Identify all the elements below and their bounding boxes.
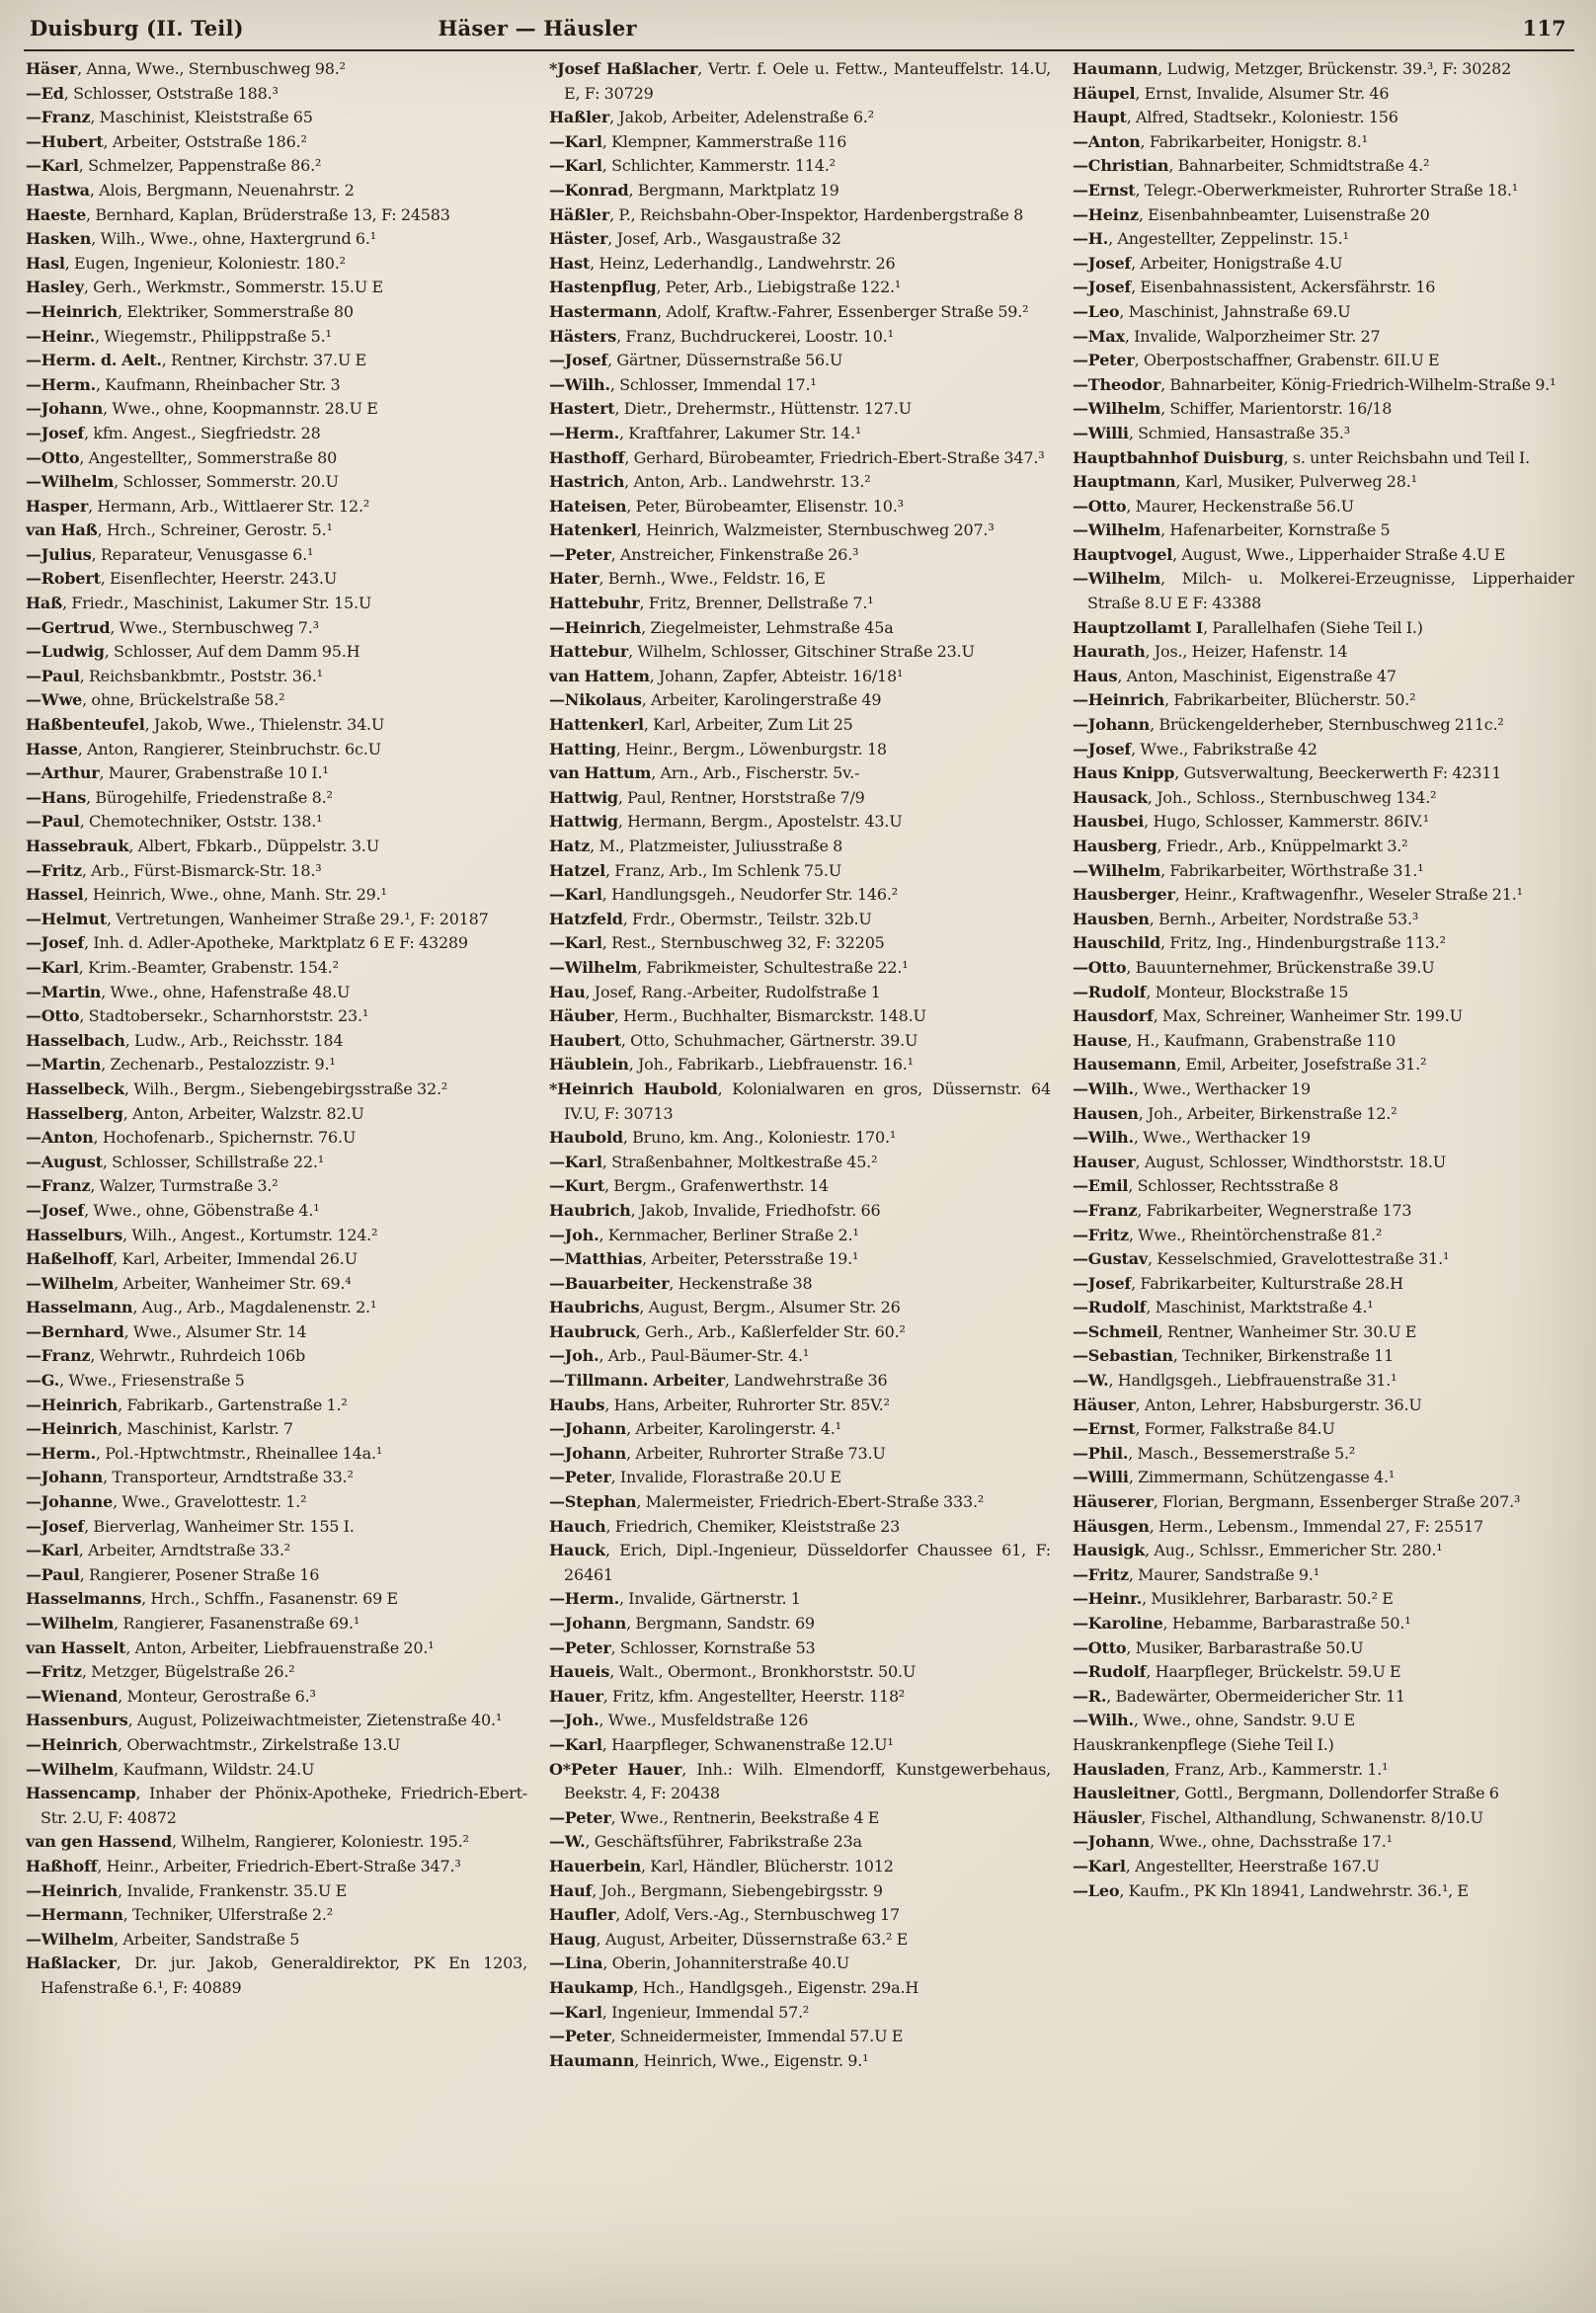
directory-entry: —Hans, Bürogehilfe, Friedenstraße 8.² [26, 787, 333, 807]
directory-entry: —Josef, Fabrikarbeiter, Kulturstraße 28.H [1073, 1273, 1403, 1293]
directory-entry: Hausberg, Friedr., Arb., Knüppelmarkt 3.² [1073, 837, 1408, 855]
directory-entry: Hasselmann, Aug., Arb., Magdalenenstr. 2.¹ [26, 1298, 377, 1317]
directory-entry: —Tillmann. Arbeiter, Landwehrstraße 36 [549, 1371, 888, 1391]
directory-entry: Hausben, Bernh., Arbeiter, Nordstraße 53.³ [1073, 909, 1419, 928]
directory-entry: —Ed, Schlosser, Oststraße 188.³ [26, 83, 279, 103]
directory-entry: Häuber, Herm., Buchhalter, Bismarckstr. 148.U [549, 1006, 926, 1026]
directory-entry: Hater, Bernh., Wwe., Feldstr. 16, E [549, 569, 826, 589]
directory-entry: —Karl, Krim.-Beamter, Grabenstr. 154.² [26, 957, 339, 977]
directory-entry: Haubs, Hans, Arbeiter, Ruhrorter Str. 85V.² [549, 1395, 890, 1414]
directory-entry: Hasse, Anton, Rangierer, Steinbruchstr. 6c.U [26, 739, 381, 758]
directory-entry: Haupt, Alfred, Stadtsekr., Koloniestr. 156 [1073, 108, 1398, 127]
directory-entry: —Herm., Kaufmann, Rheinbacher Str. 3 [26, 374, 341, 394]
directory-entry: Hauf, Joh., Bergmann, Siebengebirgsstr. 9 [549, 1880, 883, 1900]
directory-entry: —Herm., Pol.-Hptwchtmstr., Rheinallee 14a.¹ [26, 1443, 383, 1463]
directory-entry: Hasper, Hermann, Arb., Wittlaerer Str. 12.² [26, 496, 370, 516]
directory-entry: —R., Badewärter, Obermeidericher Str. 11 [1073, 1686, 1405, 1706]
directory-entry: Hauser, August, Schlosser, Windthorststr. 18.U [1073, 1152, 1446, 1171]
directory-entry: —Fritz, Arb., Fürst-Bismarck-Str. 18.³ [26, 860, 322, 880]
directory-entry: Hasselbeck, Wilh., Bergm., Siebengebirgsstraße 32.² [26, 1078, 448, 1098]
directory-entry: —Wilhelm, Schiffer, Marientorstr. 16/18 [1073, 399, 1393, 419]
directory-entry: Haumann, Ludwig, Metzger, Brückenstr. 39.³, F: 30282 [1073, 59, 1512, 78]
directory-entry: —Max, Invalide, Walporzheimer Str. 27 [1073, 326, 1381, 346]
directory-entry: —Leo, Kaufm., PK Kln 18941, Landwehrstr. 36.¹, E [1073, 1880, 1469, 1900]
directory-entry: —Paul, Rangierer, Posener Straße 16 [26, 1564, 320, 1584]
directory-entry: —Johann, Arbeiter, Ruhrorter Straße 73.U [549, 1443, 886, 1463]
directory-entry: Hausberger, Heinr., Kraftwagenfhr., Weseler Straße 21.¹ [1073, 885, 1523, 905]
directory-entry: van Haß, Hrch., Schreiner, Gerostr. 5.¹ [26, 520, 333, 540]
directory-entry: Hattebuhr, Fritz, Brenner, Dellstraße 7.¹ [549, 594, 874, 613]
directory-entry: —Karl, Handlungsgeh., Neudorfer Str. 146.² [549, 885, 898, 905]
directory-entry: —Lina, Oberin, Johanniterstraße 40.U [549, 1954, 850, 1973]
directory-entry: —Wienand, Monteur, Gerostraße 6.³ [26, 1686, 316, 1706]
directory-entry: Hausen, Joh., Arbeiter, Birkenstraße 12.² [1073, 1103, 1397, 1123]
directory-entry: —Franz, Maschinist, Kleiststraße 65 [26, 108, 313, 127]
directory-entry: —Martin, Wwe., ohne, Hafenstraße 48.U [26, 982, 351, 1001]
directory-entry: Haßlacker, Dr. jur. Jakob, Generaldirektor, PK En 1203, Hafenstraße 6.¹, F: 40889 [26, 1954, 527, 1997]
directory-entry: Hassebrauk, Albert, Fbkarb., Düppelstr. 3.U [26, 837, 379, 855]
directory-entry: —Johann, Arbeiter, Karolingerstr. 4.¹ [549, 1419, 841, 1439]
directory-entry: —Heinrich, Maschinist, Karlstr. 7 [26, 1419, 293, 1439]
directory-entry: —Phil., Masch., Bessemerstraße 5.² [1073, 1443, 1356, 1463]
directory-entry: —Josef, Inh. d. Adler-Apotheke, Marktplatz 6 E F: 43289 [26, 933, 468, 953]
directory-entry: —Otto, Musiker, Barbarastraße 50.U [1073, 1637, 1364, 1657]
directory-entry: —Heinrich, Ziegelmeister, Lehmstraße 45a [549, 617, 894, 637]
directory-entry: —Joh., Arb., Paul-Bäumer-Str. 4.¹ [549, 1346, 810, 1366]
directory-entry: —Stephan, Malermeister, Friedrich-Ebert-Straße 333.² [549, 1492, 985, 1512]
directory-entry: Haubruck, Gerh., Arb., Kaßlerfelder Str. 60.² [549, 1321, 906, 1341]
directory-entry: Hassel, Heinrich, Wwe., ohne, Manh. Str. 29.¹ [26, 885, 387, 905]
directory-entry: —Anton, Fabrikarbeiter, Honigstr. 8.¹ [1073, 131, 1368, 151]
directory-entry: Häster, Josef, Arb., Wasgaustraße 32 [549, 229, 841, 249]
directory-entry: —Rudolf, Maschinist, Marktstraße 4.¹ [1073, 1298, 1374, 1317]
directory-entry: —Christian, Bahnarbeiter, Schmidtstraße 4.² [1073, 156, 1430, 176]
directory-entry: —Franz, Wehrwtr., Ruhrdeich 106b [26, 1346, 305, 1366]
directory-entry: —Josef, Wwe., Fabrikstraße 42 [1073, 739, 1317, 758]
directory-entry: —Johanne, Wwe., Gravelottestr. 1.² [26, 1492, 307, 1512]
directory-entry: —Gertrud, Wwe., Sternbuschweg 7.³ [26, 617, 319, 637]
directory-entry: —Karl, Klempner, Kammerstraße 116 [549, 131, 847, 151]
directory-entry: —Konrad, Bergmann, Marktplatz 19 [549, 180, 839, 199]
directory-entry: Häuserer, Florian, Bergmann, Essenberger Straße 207.³ [1073, 1492, 1521, 1512]
directory-entry: —Martin, Zechenarb., Pestalozzistr. 9.¹ [26, 1055, 336, 1075]
directory-entry: Hauskrankenpflege (Siehe Teil I.) [1073, 1734, 1334, 1754]
directory-entry: —Peter, Wwe., Rentnerin, Beekstraße 4 E [549, 1807, 880, 1827]
directory-entry: Hausleitner, Gottl., Bergmann, Dollendorfer Straße 6 [1073, 1784, 1499, 1803]
directory-entry: —Heinrich, Fabrikarbeiter, Blücherstr. 50.² [1073, 690, 1416, 710]
directory-entry: —Hubert, Arbeiter, Oststraße 186.² [26, 131, 307, 151]
directory-entry: Hasselburs, Wilh., Angest., Kortumstr. 124.² [26, 1225, 378, 1244]
directory-entry: Hasselberg, Anton, Arbeiter, Walzstr. 82.U [26, 1103, 364, 1123]
directory-entry: —Hermann, Techniker, Ulferstraße 2.² [26, 1905, 333, 1925]
directory-entry: Hastermann, Adolf, Kraftw.-Fahrer, Essenberger Straße 59.² [549, 301, 1029, 321]
directory-entry: —Ernst, Telegr.-Oberwerkmeister, Ruhrorter Straße 18.¹ [1073, 180, 1518, 199]
directory-entry: —Joh., Kernmacher, Berliner Straße 2.¹ [549, 1225, 859, 1244]
directory-entry: —Josef, kfm. Angest., Siegfriedstr. 28 [26, 423, 321, 442]
directory-entry: —Matthias, Arbeiter, Petersstraße 19.¹ [549, 1249, 859, 1269]
directory-entry: Hatting, Heinr., Bergm., Löwenburgstr. 18 [549, 739, 887, 758]
directory-entry: Hastert, Dietr., Drehermstr., Hüttenstr. 127.U [549, 399, 912, 419]
directory-entry: Hasley, Gerh., Werkmstr., Sommerstr. 15.U E [26, 278, 383, 297]
directory-entry: —Heinrich, Invalide, Frankenstr. 35.U E [26, 1880, 348, 1900]
directory-entry: —Karl, Straßenbahner, Moltkestraße 45.² [549, 1152, 878, 1171]
directory-entry: Häupel, Ernst, Invalide, Alsumer Str. 46 [1073, 83, 1390, 103]
directory-entry: —Wwe, ohne, Brückelstraße 58.² [26, 690, 285, 710]
directory-entry: —Heinrich, Oberwachtmstr., Zirkelstraße 13.U [26, 1734, 401, 1754]
directory-entry: Hauptmann, Karl, Musiker, Pulverweg 28.¹ [1073, 472, 1417, 492]
directory-entry: Hatz, M., Platzmeister, Juliusstraße 8 [549, 837, 843, 855]
directory-entry: —Wilhelm, Schlosser, Sommerstr. 20.U [26, 472, 339, 492]
directory-entry: Hastenpflug, Peter, Arb., Liebigstraße 122.¹ [549, 278, 902, 297]
directory-entry: —Peter, Schneidermeister, Immendal 57.U E [549, 2027, 904, 2046]
directory-entry: Haßhoff, Heinr., Arbeiter, Friedrich-Ebert-Straße 347.³ [26, 1856, 461, 1875]
directory-entry: —Paul, Chemotechniker, Oststr. 138.¹ [26, 812, 323, 832]
directory-entry: Hast, Heinz, Lederhandlg., Landwehrstr. 26 [549, 253, 896, 273]
directory-entry: —Joh., Wwe., Musfeldstraße 126 [549, 1711, 809, 1730]
directory-entry: —Otto, Maurer, Heckenstraße 56.U [1073, 496, 1354, 516]
directory-entry: —Paul, Reichsbankbmtr., Poststr. 36.¹ [26, 666, 323, 685]
directory-entry: —Johann, Brückengelderheber, Sternbuschweg 211c.² [1073, 715, 1504, 735]
directory-entry: —Franz, Fabrikarbeiter, Wegnerstraße 173 [1073, 1200, 1412, 1220]
directory-entry: —Wilhelm, Arbeiter, Wanheimer Str. 69.⁴ [26, 1273, 352, 1293]
column-3 [1073, 57, 1574, 2305]
directory-entry: *Heinrich Haubold, Kolonialwaren en gros, Düssernstr. 64 IV.U, F: 30713 [549, 1078, 1051, 1123]
directory-entry: Haumann, Heinrich, Wwe., Eigenstr. 9.¹ [549, 2050, 869, 2070]
directory-entry: Haeste, Bernhard, Kaplan, Brüderstraße 13, F: 24583 [26, 204, 450, 224]
directory-entry: —Helmut, Vertretungen, Wanheimer Straße 29.¹, F: 20187 [26, 909, 489, 928]
directory-entry: —Johann, Bergmann, Sandstr. 69 [549, 1614, 815, 1633]
directory-entry: Hausladen, Franz, Arb., Kammerstr. 1.¹ [1073, 1759, 1389, 1779]
directory-entry: —Robert, Eisenflechter, Heerstr. 243.U [26, 569, 338, 589]
directory-entry: —Karoline, Hebamme, Barbarastraße 50.¹ [1073, 1614, 1411, 1633]
directory-entry: —Wilhelm, Arbeiter, Sandstraße 5 [26, 1929, 300, 1949]
directory-entry: —Wilh., Wwe., Werthacker 19 [1073, 1078, 1311, 1098]
directory-entry: Haus Knipp, Gutsverwaltung, Beeckerwerth F: 42311 [1073, 763, 1502, 783]
directory-entry: —Ludwig, Schlosser, Auf dem Damm 95.H [26, 642, 360, 662]
directory-entry: —Leo, Maschinist, Jahnstraße 69.U [1073, 301, 1351, 321]
directory-entry: —G., Wwe., Friesenstraße 5 [26, 1371, 245, 1391]
directory-entry: —Ernst, Former, Falkstraße 84.U [1073, 1419, 1335, 1439]
directory-entry: —H., Angestellter, Zeppelinstr. 15.¹ [1073, 229, 1349, 249]
directory-entry: Häusgen, Herm., Lebensm., Immendal 27, F: 25517 [1073, 1516, 1484, 1536]
directory-entry: Haubrich, Jakob, Invalide, Friedhofstr. 66 [549, 1200, 881, 1220]
directory-entry: —Peter, Invalide, Florastraße 20.U E [549, 1468, 841, 1487]
directory-entry: —Johann, Wwe., ohne, Dachsstraße 17.¹ [1073, 1832, 1393, 1852]
directory-entry: —Fritz, Wwe., Rheintörchenstraße 81.² [1073, 1225, 1383, 1244]
header-rule [24, 49, 1574, 51]
directory-entry: —Heinz, Eisenbahnbeamter, Luisenstraße 20 [1073, 204, 1430, 224]
directory-entry: Hastwa, Alois, Bergmann, Neuenahrstr. 2 [26, 180, 355, 199]
directory-entry: van gen Hassend, Wilhelm, Rangierer, Koloniestr. 195.² [26, 1832, 469, 1852]
directory-entry: —Bernhard, Wwe., Alsumer Str. 14 [26, 1321, 307, 1341]
directory-entry: Hatzel, Franz, Arb., Im Schlenk 75.U [549, 860, 842, 880]
directory-entry: Hassenburs, August, Polizeiwachtmeister, Zietenstraße 40.¹ [26, 1711, 503, 1730]
directory-entry: —W., Handlgsgeh., Liebfrauenstraße 31.¹ [1073, 1371, 1397, 1391]
directory-entry: —August, Schlosser, Schillstraße 22.¹ [26, 1152, 324, 1171]
directory-entry: —Karl, Arbeiter, Arndtstraße 33.² [26, 1541, 290, 1560]
directory-entry: Hattwig, Paul, Rentner, Horststraße 7/9 [549, 787, 865, 807]
directory-entry: Hauptvogel, August, Wwe., Lipperhaider Straße 4.U E [1073, 544, 1506, 564]
directory-entry: Hassencamp, Inhaber der Phönix-Apotheke, Friedrich-Ebert-Str. 2.U, F: 40872 [26, 1784, 527, 1827]
directory-entry: —Heinr., Wiegemstr., Philippstraße 5.¹ [26, 326, 332, 346]
directory-entry: Hasselmanns, Hrch., Schffn., Fasanenstr. 69 E [26, 1589, 398, 1609]
directory-entry: —Herm., Invalide, Gärtnerstr. 1 [549, 1589, 801, 1609]
directory-entry: Hatenkerl, Heinrich, Walzmeister, Sternbuschweg 207.³ [549, 520, 995, 540]
directory-entry: Hateisen, Peter, Bürobeamter, Elisenstr. 10.³ [549, 496, 904, 516]
directory-entry: Hattebur, Wilhelm, Schlosser, Gitschiner Straße 23.U [549, 642, 975, 662]
directory-entry: Haß, Friedr., Maschinist, Lakumer Str. 15.U [26, 594, 372, 613]
directory-entry: —Fritz, Maurer, Sandstraße 9.¹ [1073, 1564, 1319, 1584]
directory-entry: —Fritz, Metzger, Bügelstraße 26.² [26, 1662, 295, 1682]
directory-entry: —Wilhelm, Milch- u. Molkerei-Erzeugnisse, Lipperhaider Straße 8.U E F: 43388 [1073, 569, 1574, 613]
directory-entry: —Otto, Angestellter,, Sommerstraße 80 [26, 447, 338, 467]
directory-entry: —Julius, Reparateur, Venusgasse 6.¹ [26, 544, 314, 564]
directory-entry: Häusler, Fischel, Althandlung, Schwanenstr. 8/10.U [1073, 1807, 1483, 1827]
directory-entry: Hausigk, Aug., Schlssr., Emmericher Str. 280.¹ [1073, 1541, 1443, 1560]
directory-entry: Haubrichs, August, Bergm., Alsumer Str. 26 [549, 1298, 901, 1317]
directory-entry: —Josef, Eisenbahnassistent, Ackersfährstr. 16 [1073, 278, 1436, 297]
directory-entry: —Wilh., Schlosser, Immendal 17.¹ [549, 374, 817, 394]
directory-entry: Häser, Anna, Wwe., Sternbuschweg 98.² [26, 59, 346, 78]
directory-entry: Haukamp, Hch., Handlgsgeh., Eigenstr. 29a.H [549, 1977, 919, 1997]
directory-entry: —Anton, Hochofenarb., Spichernstr. 76.U [26, 1128, 357, 1148]
directory-entry: —Karl, Haarpfleger, Schwanenstraße 12.U¹ [549, 1734, 894, 1754]
page-header [28, 16, 1572, 45]
directory-entry: —Heinrich, Elektriker, Sommerstraße 80 [26, 301, 354, 321]
directory-entry: —Franz, Walzer, Turmstraße 3.² [26, 1176, 279, 1196]
directory-entry: —Rudolf, Haarpfleger, Brückelstr. 59.U E [1073, 1662, 1401, 1682]
directory-entry: Häublein, Joh., Fabrikarb., Liebfrauenstr. 16.¹ [549, 1055, 914, 1075]
directory-entry: O*Peter Hauer, Inh.: Wilh. Elmendorff, Kunstgewerbehaus, Beekstr. 4, F: 20438 [549, 1759, 1051, 1803]
directory-entry: —Willi, Schmied, Hansastraße 35.³ [1073, 423, 1350, 442]
directory-entry: Haufler, Adolf, Vers.-Ag., Sternbuschweg 17 [549, 1905, 900, 1925]
directory-entry: Haubold, Bruno, km. Ang., Koloniestr. 170.¹ [549, 1128, 897, 1148]
header-name-range: Häser — Häusler [438, 16, 637, 40]
directory-entry: —Josef, Wwe., ohne, Göbenstraße 4.¹ [26, 1200, 320, 1220]
directory-entry: —Wilhelm, Hafenarbeiter, Kornstraße 5 [1073, 520, 1391, 540]
directory-entry: —Karl, Angestellter, Heerstraße 167.U [1073, 1856, 1380, 1875]
directory-entry: van Hattum, Arn., Arb., Fischerstr. 5v.- [549, 763, 860, 783]
directory-entry: Hausdorf, Max, Schreiner, Wanheimer Str. 199.U [1073, 1006, 1463, 1026]
header-section-label: Duisburg (II. Teil) [30, 16, 244, 40]
directory-entry: van Hattem, Johann, Zapfer, Abteistr. 16/18¹ [549, 666, 904, 685]
directory-entry: Hasl, Eugen, Ingenieur, Koloniestr. 180.² [26, 253, 346, 273]
directory-entry: —Heinr., Musiklehrer, Barbarastr. 50.² E [1073, 1589, 1394, 1609]
directory-entry: —Nikolaus, Arbeiter, Karolingerstraße 49 [549, 690, 882, 710]
directory-entry: —W., Geschäftsführer, Fabrikstraße 23a [549, 1832, 862, 1852]
directory-entry: —Johann, Transporteur, Arndtstraße 33.² [26, 1468, 354, 1487]
directory-entry: Hauck, Erich, Dipl.-Ingenieur, Düsseldorfer Chaussee 61, F: 26461 [549, 1541, 1051, 1584]
directory-entry: —Bauarbeiter, Heckenstraße 38 [549, 1273, 813, 1293]
directory-entry: Haßler, Jakob, Arbeiter, Adelenstraße 6.² [549, 108, 874, 127]
directory-entry: —Peter, Oberpostschaffner, Grabenstr. 6II.U E [1073, 351, 1440, 370]
directory-entry: Haurath, Jos., Heizer, Hafenstr. 14 [1073, 642, 1348, 662]
directory-entry: —Wilh., Wwe., ohne, Sandstr. 9.U E [1073, 1711, 1355, 1730]
directory-entry: —Wilh., Wwe., Werthacker 19 [1073, 1128, 1311, 1148]
directory-entry: —Sebastian, Techniker, Birkenstraße 11 [1073, 1346, 1395, 1366]
directory-entry: —Wilhelm, Fabrikarbeiter, Wörthstraße 31.¹ [1073, 860, 1424, 880]
column-2 [549, 57, 1051, 2305]
directory-entry: —Willi, Zimmermann, Schützengasse 4.¹ [1073, 1468, 1396, 1487]
directory-entry: —Rudolf, Monteur, Blockstraße 15 [1073, 982, 1349, 1001]
page-number: 117 [1522, 16, 1566, 40]
directory-entry: *Josef Haßlacher, Vertr. f. Oele u. Fettw., Manteuffelstr. 14.U, E, F: 30729 [549, 59, 1051, 103]
directory-entry: Hau, Josef, Rang.-Arbeiter, Rudolfstraße 1 [549, 982, 881, 1001]
directory-entry: —Theodor, Bahnarbeiter, König-Friedrich-Wilhelm-Straße 9.¹ [1073, 374, 1556, 394]
directory-entry: —Wilhelm, Fabrikmeister, Schultestraße 22.¹ [549, 957, 909, 977]
directory-entry: —Josef, Gärtner, Düssernstraße 56.U [549, 351, 843, 370]
directory-entry: Hasken, Wilh., Wwe., ohne, Haxtergrund 6.¹ [26, 229, 376, 249]
directory-entry: Haubert, Otto, Schuhmacher, Gärtnerstr. 39.U [549, 1030, 918, 1050]
directory-entry: —Herm. d. Aelt., Rentner, Kirchstr. 37.U E [26, 351, 367, 370]
directory-entry: —Karl, Rest., Sternbuschweg 32, F: 32205 [549, 933, 885, 953]
directory-entry: —Johann, Wwe., ohne, Koopmannstr. 28.U E [26, 399, 378, 419]
directory-entry: van Hasselt, Anton, Arbeiter, Liebfrauenstraße 20.¹ [26, 1637, 435, 1657]
directory-entry: Haug, August, Arbeiter, Düssernstraße 63.² E [549, 1929, 909, 1949]
directory-entry: Hasselbach, Ludw., Arb., Reichsstr. 184 [26, 1030, 344, 1050]
directory-entry: —Josef, Arbeiter, Honigstraße 4.U [1073, 253, 1343, 273]
directory-entry: Häßler, P., Reichsbahn-Ober-Inspektor, Hardenbergstraße 8 [549, 204, 1024, 224]
directory-entry: —Schmeil, Rentner, Wanheimer Str. 30.U E [1073, 1321, 1417, 1341]
directory-entry: —Arthur, Maurer, Grabenstraße 10 I.¹ [26, 763, 329, 783]
directory-entry: Hattwig, Hermann, Bergm., Apostelstr. 43.U [549, 812, 903, 832]
directory-entry: —Karl, Schlichter, Kammerstr. 114.² [549, 156, 836, 176]
directory-entry: —Kurt, Bergm., Grafenwerthstr. 14 [549, 1176, 829, 1196]
directory-entry: Haus, Anton, Maschinist, Eigenstraße 47 [1073, 666, 1396, 685]
directory-entry: —Peter, Schlosser, Kornstraße 53 [549, 1637, 816, 1657]
directory-entry: —Karl, Ingenieur, Immendal 57.² [549, 2002, 810, 2022]
directory-entry: —Herm., Kraftfahrer, Lakumer Str. 14.¹ [549, 423, 862, 442]
directory-entry: Hauerbein, Karl, Händler, Blücherstr. 1012 [549, 1856, 894, 1875]
directory-entry: —Emil, Schlosser, Rechtsstraße 8 [1073, 1176, 1339, 1196]
directory-entry: Hattenkerl, Karl, Arbeiter, Zum Lit 25 [549, 715, 853, 735]
directory-entry: Hauer, Fritz, kfm. Angestellter, Heerstr. 118² [549, 1686, 906, 1706]
column-1 [26, 57, 527, 2305]
directory-entry: —Peter, Anstreicher, Finkenstraße 26.³ [549, 544, 859, 564]
directory-entry: —Wilhelm, Rangierer, Fasanenstraße 69.¹ [26, 1614, 360, 1633]
directory-entry: Hause, H., Kaufmann, Grabenstraße 110 [1073, 1030, 1396, 1050]
directory-entry: —Otto, Stadtobersekr., Scharnhorststr. 23.¹ [26, 1006, 369, 1026]
directory-entry: Hästers, Franz, Buchdruckerei, Loostr. 10.¹ [549, 326, 894, 346]
directory-entry: Hauptbahnhof Duisburg, s. unter Reichsbahn und Teil I. [1073, 447, 1530, 467]
directory-entry: Haßelhoff, Karl, Arbeiter, Immendal 26.U [26, 1249, 358, 1269]
directory-entry: Haueis, Walt., Obermont., Bronkhorststr. 50.U [549, 1662, 917, 1682]
directory-entry: Hauschild, Fritz, Ing., Hindenburgstraße 113.² [1073, 933, 1446, 953]
directory-entry: —Heinrich, Fabrikarb., Gartenstraße 1.² [26, 1395, 348, 1414]
directory-entry: Hastrich, Anton, Arb.. Landwehrstr. 13.² [549, 472, 871, 492]
directory-entry: Hauptzollamt I, Parallelhafen (Siehe Teil I.) [1073, 617, 1423, 637]
directory-entry: Hauch, Friedrich, Chemiker, Kleiststraße 23 [549, 1516, 901, 1536]
directory-entry: —Gustav, Kesselschmied, Gravelottestraße 31.¹ [1073, 1249, 1450, 1269]
directory-columns [26, 57, 1574, 2305]
directory-entry: Hasthoff, Gerhard, Bürobeamter, Friedrich-Ebert-Straße 347.³ [549, 447, 1045, 467]
directory-entry: Haßbenteufel, Jakob, Wwe., Thielenstr. 34.U [26, 715, 385, 735]
directory-entry: —Wilhelm, Kaufmann, Wildstr. 24.U [26, 1759, 315, 1779]
directory-entry: Hausbei, Hugo, Schlosser, Kammerstr. 86IV.¹ [1073, 812, 1429, 832]
directory-entry: Häuser, Anton, Lehrer, Habsburgerstr. 36.U [1073, 1395, 1422, 1414]
directory-entry: Hausemann, Emil, Arbeiter, Josefstraße 31.² [1073, 1055, 1427, 1075]
directory-entry: —Karl, Schmelzer, Pappenstraße 86.² [26, 156, 322, 176]
directory-entry: Hatzfeld, Frdr., Obermstr., Teilstr. 32b.U [549, 909, 872, 928]
directory-entry: Hausack, Joh., Schloss., Sternbuschweg 134.² [1073, 787, 1437, 807]
directory-entry: —Josef, Bierverlag, Wanheimer Str. 155 I. [26, 1516, 355, 1536]
directory-entry: —Otto, Bauunternehmer, Brückenstraße 39.U [1073, 957, 1435, 977]
